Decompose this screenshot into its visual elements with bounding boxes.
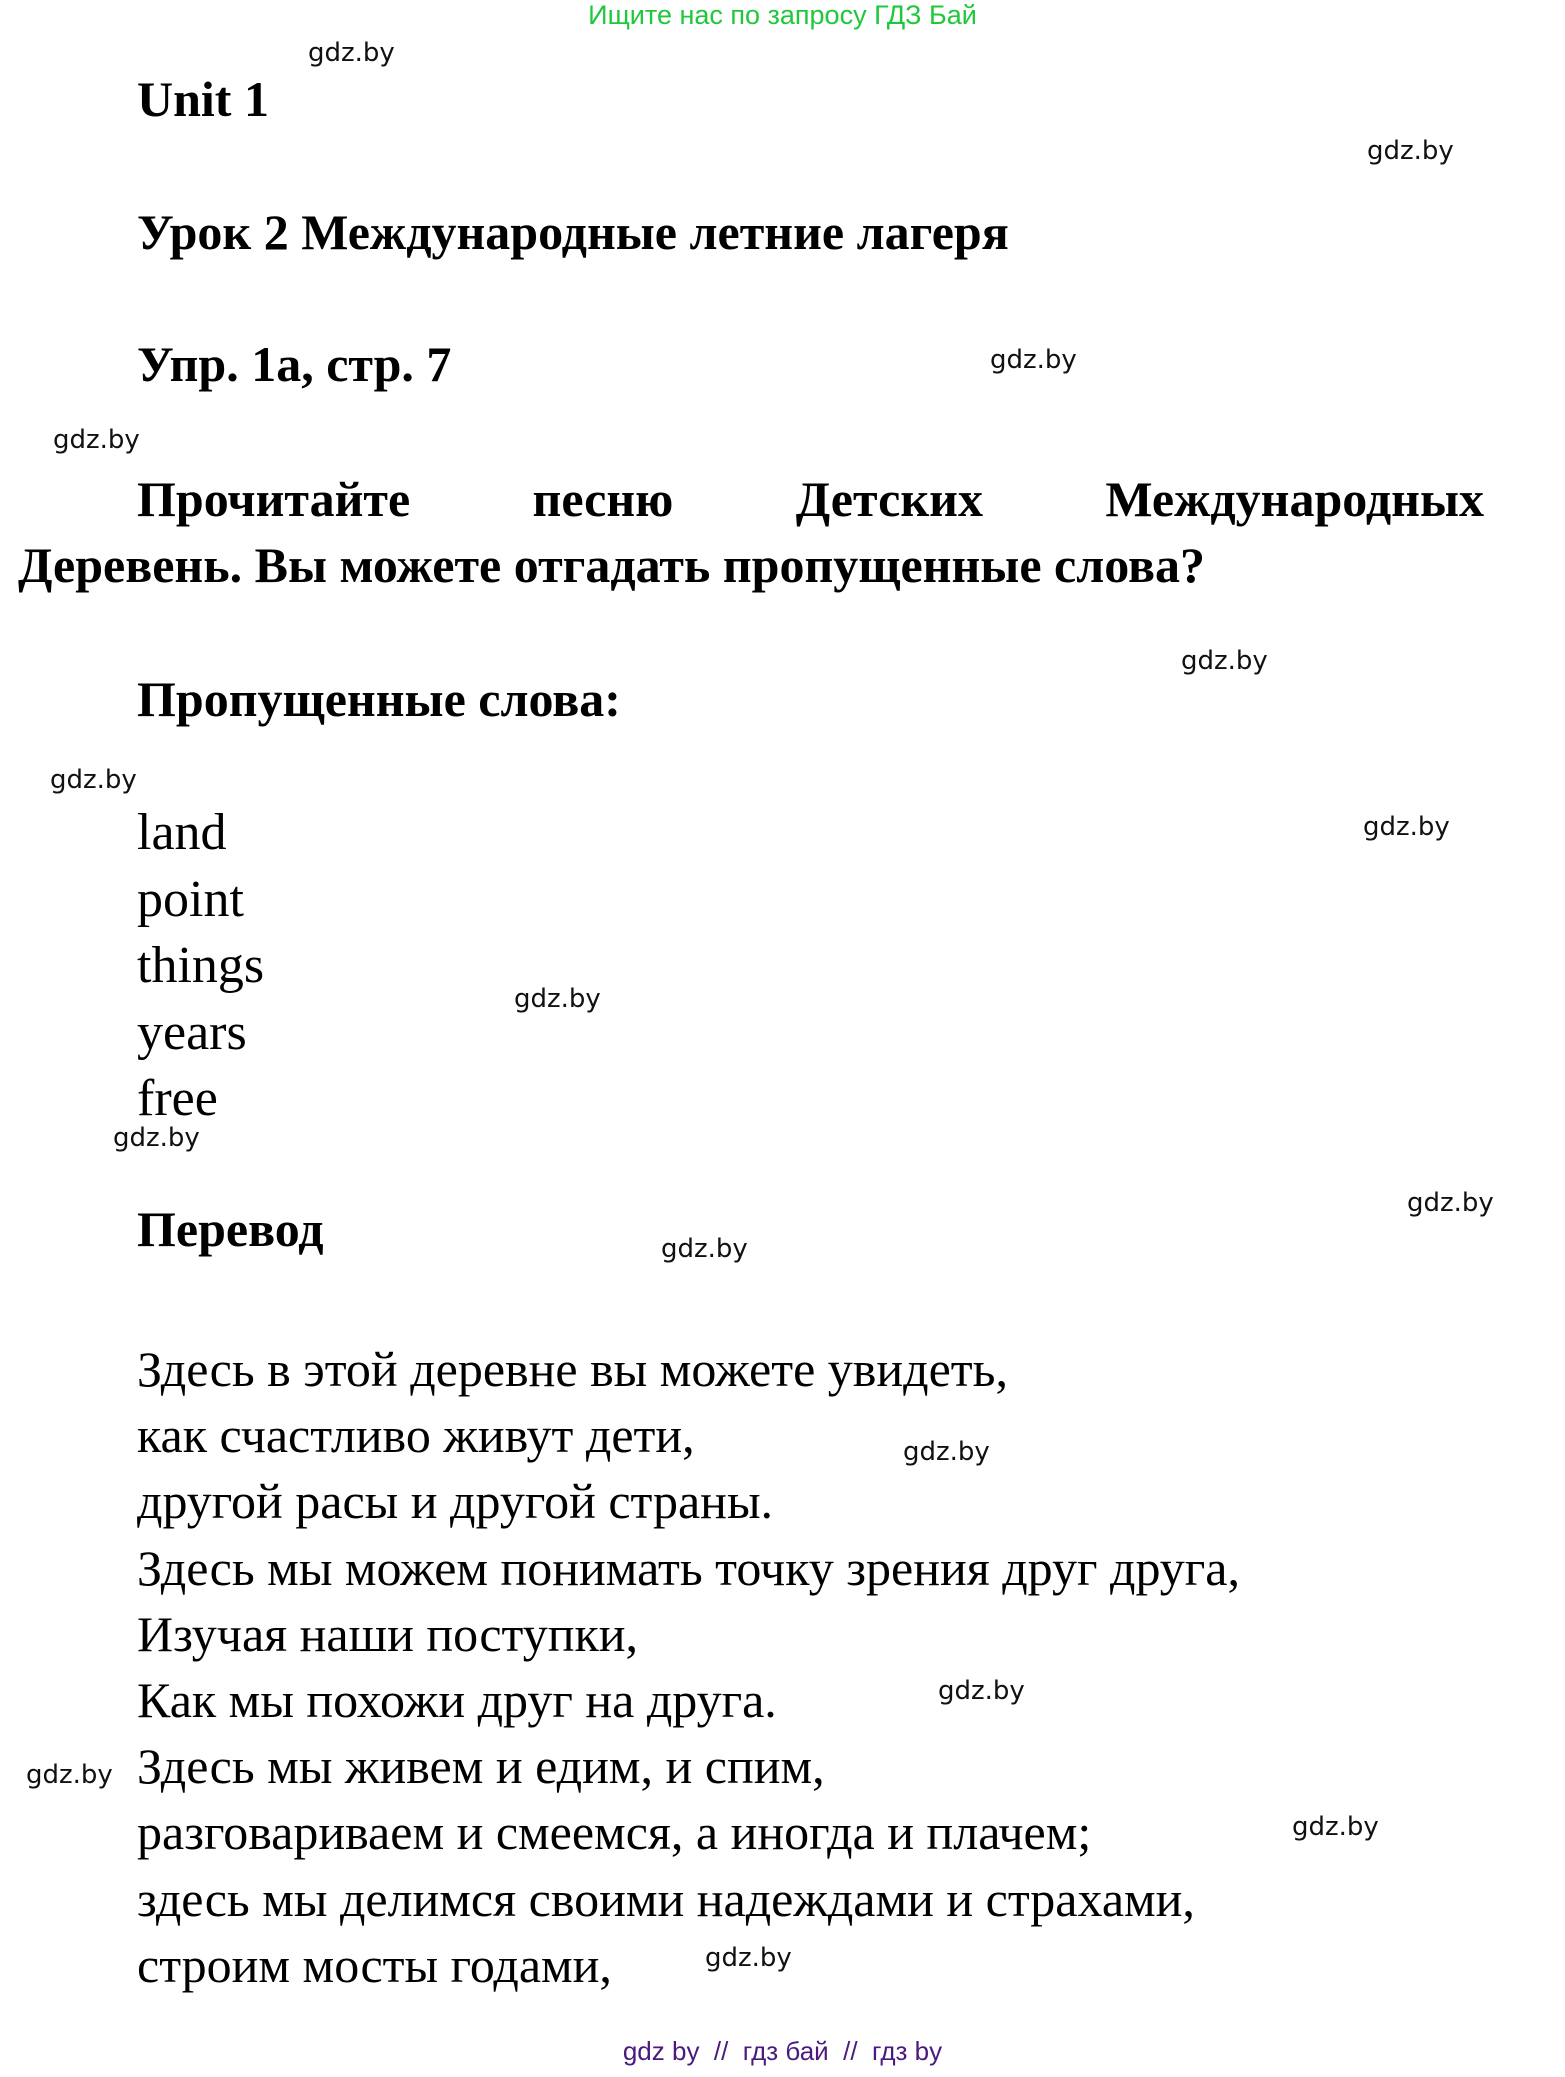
watermark: gdz.by bbox=[990, 345, 1077, 375]
translation-line: Здесь мы живем и едим, и спим, bbox=[137, 1738, 825, 1795]
watermark: gdz.by bbox=[308, 38, 395, 68]
instruction-text bbox=[18, 466, 1484, 598]
translation-line: разговариваем и смеемся, а иногда и плачем; bbox=[137, 1804, 1092, 1861]
footer-watermark: gdz by // гдз бай // гдз by bbox=[622, 2036, 943, 2066]
unit-title: Unit 1 bbox=[137, 71, 269, 127]
missing-words-list bbox=[137, 800, 264, 1133]
watermark: gdz.by bbox=[938, 1676, 1025, 1706]
watermark: gdz.by bbox=[661, 1234, 748, 1264]
translation-line: здесь мы делимся своими надеждами и страхами, bbox=[137, 1870, 1195, 1927]
instruction-line-1: Прочитайте песню Детских Международных bbox=[137, 471, 1484, 527]
instruction-line-2: Деревень. Вы можете отгадать пропущенные слова? bbox=[18, 537, 1206, 593]
search-banner: Ищите нас по запросу ГДЗ Бай bbox=[588, 0, 977, 30]
watermark: gdz.by bbox=[514, 984, 601, 1014]
exercise-title: Упр. 1a, стр. 7 bbox=[137, 336, 452, 392]
translation-line: строим мосты годами, bbox=[137, 1936, 612, 1993]
watermark: gdz.by bbox=[1367, 136, 1454, 166]
translation-line: как счастливо живут дети, bbox=[137, 1407, 695, 1464]
watermark: gdz.by bbox=[50, 765, 137, 795]
translation-line: Здесь мы можем понимать точку зрения друг друга, bbox=[137, 1539, 1241, 1596]
watermark: gdz.by bbox=[53, 425, 140, 455]
watermark: gdz.by bbox=[113, 1123, 200, 1153]
list-item: point bbox=[137, 870, 244, 928]
watermark: gdz.by bbox=[1292, 1812, 1379, 1842]
watermark: gdz.by bbox=[1363, 812, 1450, 842]
translation-line: Изучая наши поступки, bbox=[137, 1605, 639, 1662]
lesson-title: Урок 2 Международные летние лагеря bbox=[137, 204, 1009, 260]
list-item: years bbox=[137, 1003, 247, 1061]
list-item: free bbox=[137, 1070, 218, 1127]
watermark: gdz.by bbox=[705, 1943, 792, 1973]
watermark: gdz.by bbox=[1407, 1188, 1494, 1218]
watermark: gdz.by bbox=[1181, 646, 1268, 676]
translation-line: Как мы похожи друг на друга. bbox=[137, 1672, 777, 1729]
translation-line: Здесь в этой деревне вы можете увидеть, bbox=[137, 1341, 1008, 1397]
list-item: things bbox=[137, 937, 265, 994]
watermark: gdz.by bbox=[903, 1437, 990, 1467]
list-item: land bbox=[137, 804, 227, 861]
missing-words-heading: Пропущенные слова: bbox=[137, 671, 621, 727]
translation-text bbox=[137, 1336, 1240, 1998]
translation-line: другой расы и другой страны. bbox=[137, 1473, 774, 1530]
translation-heading: Перевод bbox=[137, 1201, 324, 1257]
watermark: gdz.by bbox=[26, 1760, 113, 1790]
